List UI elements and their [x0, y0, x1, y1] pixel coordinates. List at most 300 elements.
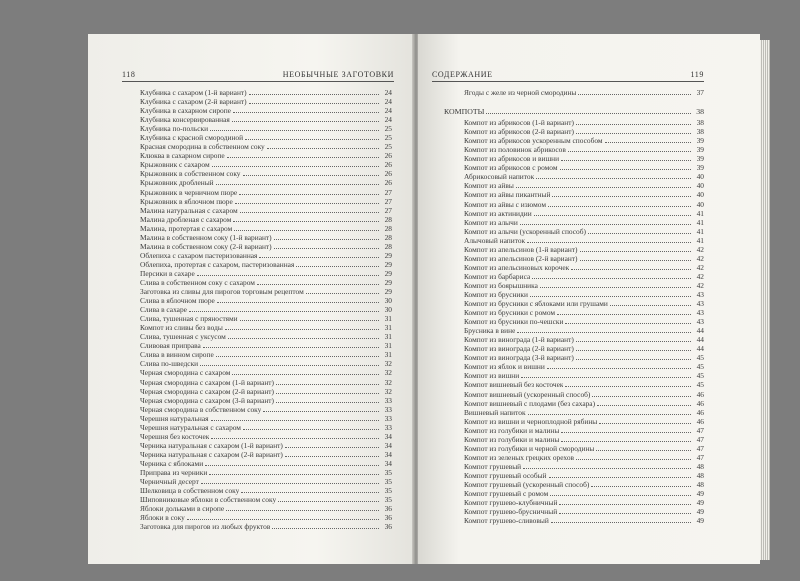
toc-leader-dots: [591, 486, 691, 487]
toc-entry-title: Черника натуральная с сахаром (2-й вариант): [140, 449, 283, 459]
toc-entry: [140, 124, 392, 133]
toc-entry: [454, 444, 704, 453]
toc-entry-title: Черная смородина с сахаром: [140, 368, 231, 378]
toc-entry: [140, 323, 392, 332]
toc-entry: [140, 405, 392, 414]
toc-leader-dots: [565, 323, 691, 324]
toc-leader-dots: [547, 368, 691, 369]
toc-leader-dots: [226, 510, 379, 511]
toc-entry: [140, 169, 392, 178]
toc-entry-page: 41: [696, 217, 704, 227]
toc-entry: [140, 486, 392, 495]
toc-entry-page: 42: [696, 262, 704, 272]
toc-leader-dots: [578, 94, 691, 95]
toc-entry-title: Слива в яблочном пюре: [140, 296, 215, 306]
toc-leader-dots: [528, 414, 691, 415]
toc-entry-page: 25: [384, 133, 392, 143]
toc-leader-dots: [576, 133, 691, 134]
toc-leader-dots: [576, 359, 691, 360]
toc-entry-page: 37: [696, 88, 704, 97]
toc-entry: [140, 341, 392, 350]
toc-entry-page: 46: [696, 407, 704, 417]
toc-entry-page: 42: [696, 280, 704, 290]
toc-entry-page: 33: [384, 404, 392, 414]
toc-entry: [454, 516, 704, 525]
toc-entry: [140, 441, 392, 450]
toc-entry-title: Компот из апельсинов (1-й вариант): [464, 244, 578, 254]
toc-entry-page: 40: [696, 190, 704, 200]
toc-entry-title: Компот вишневый (ускоренный способ): [464, 389, 591, 399]
toc-entry-page: 49: [696, 489, 704, 499]
toc-entry-title: Облепиха с сахаром пастеризованная: [140, 250, 258, 260]
toc-entry-title: Приправа из черники: [140, 467, 208, 477]
toc-entry-title: Черешня натуральная: [140, 413, 209, 423]
toc-entry: [454, 190, 704, 199]
toc-entry-title: Яблоки дольками в сиропе: [140, 504, 225, 514]
toc-entry-page: 30: [384, 305, 392, 315]
toc-entry: [454, 200, 704, 209]
toc-entry-title: Черничный десерт: [140, 477, 199, 487]
toc-entry-title: Компот грушевый особый: [464, 470, 547, 480]
toc-entry: [454, 353, 704, 362]
toc-entry: [454, 399, 704, 408]
toc-entry-page: 40: [696, 199, 704, 209]
toc-entry-page: 24: [384, 115, 392, 125]
toc-entry-title: Компот грушевый: [464, 461, 522, 471]
toc-entry-title: Крыжовник дробленый: [140, 178, 214, 188]
toc-leader-dots: [596, 450, 691, 451]
toc-entry: [454, 227, 704, 236]
toc-leader-dots: [523, 468, 691, 469]
left-header-title: НЕОБЫЧНЫЕ ЗАГОТОВКИ: [282, 70, 394, 79]
toc-entry: [140, 513, 392, 522]
toc-entry: [454, 480, 704, 489]
toc-entry-page: 45: [696, 371, 704, 381]
toc-entry: [454, 272, 704, 281]
toc-entry: [454, 507, 704, 516]
right-page-number: 119: [690, 70, 704, 79]
toc-leader-dots: [240, 212, 379, 213]
toc-entry: [140, 224, 392, 233]
page-edges: [760, 40, 770, 560]
toc-entry-title: Компот из апельсинов (2-й вариант): [464, 253, 578, 263]
toc-entry: [140, 115, 392, 124]
toc-leader-dots: [272, 528, 379, 529]
toc-entry-page: 34: [384, 440, 392, 450]
toc-entry-page: 41: [696, 235, 704, 245]
toc-entry-page: 27: [384, 187, 392, 197]
toc-entry-page: 32: [384, 386, 392, 396]
toc-entry: [454, 308, 704, 317]
toc-entry-page: 46: [696, 398, 704, 408]
toc-entry-page: 43: [696, 299, 704, 309]
toc-leader-dots: [216, 356, 379, 357]
toc-leader-dots: [243, 175, 379, 176]
toc-entry: [140, 314, 392, 323]
toc-entry: [454, 127, 704, 136]
toc-entry-title: Компот из голубики и малины: [464, 434, 560, 444]
toc-entry-page: 35: [384, 495, 392, 505]
toc-leader-dots: [234, 230, 379, 231]
toc-leader-dots: [549, 477, 691, 478]
toc-entry-page: 25: [384, 124, 392, 134]
toc-entry-page: 31: [384, 341, 392, 351]
toc-leader-dots: [245, 139, 379, 140]
toc-entry: [140, 305, 392, 314]
toc-entry: [140, 215, 392, 224]
toc-entry: [454, 335, 704, 344]
toc-entry-title: Слива в винном сиропе: [140, 350, 214, 360]
toc-entry-page: 27: [384, 205, 392, 215]
toc-entry-page: 31: [384, 314, 392, 324]
toc-entry: [140, 477, 392, 486]
toc-entry-title: Компот из голубики и черной смородины: [464, 443, 595, 453]
toc-entry: [140, 251, 392, 260]
toc-leader-dots: [557, 314, 691, 315]
left-page: [88, 34, 414, 564]
right-toc-list: [444, 88, 704, 526]
left-toc-list: [140, 88, 392, 531]
toc-leader-dots: [263, 411, 379, 412]
toc-entry-page: 48: [696, 470, 704, 480]
left-page-number: 118: [122, 70, 136, 79]
toc-entry-page: 41: [696, 208, 704, 218]
toc-entry-title: Клубника с сахаром (1-й вариант): [140, 88, 247, 97]
toc-leader-dots: [212, 166, 379, 167]
toc-entry-title: Черная смородина в собственном соку: [140, 404, 262, 414]
toc-entry-page: 28: [384, 214, 392, 224]
toc-entry-title: Крыжовник в собственном соку: [140, 169, 241, 179]
toc-entry: [140, 368, 392, 377]
toc-leader-dots: [296, 266, 379, 267]
toc-leader-dots: [225, 329, 379, 330]
toc-leader-dots: [559, 504, 691, 505]
toc-entry-title: Черника натуральная с сахаром (1-й вариант): [140, 440, 283, 450]
toc-entry: [454, 218, 704, 227]
toc-entry-page: 26: [384, 151, 392, 161]
toc-entry-title: Компот грушево-сливовый: [464, 516, 549, 526]
toc-entry-title: Компот из брусники с ромом: [464, 308, 556, 318]
toc-leader-dots: [580, 260, 691, 261]
toc-entry: [140, 468, 392, 477]
toc-entry: [140, 269, 392, 278]
toc-leader-dots: [534, 215, 691, 216]
toc-entry: [140, 151, 392, 160]
toc-entry-page: 35: [384, 467, 392, 477]
toc-leader-dots: [241, 492, 379, 493]
toc-leader-dots: [527, 242, 691, 243]
toc-entry-page: 26: [384, 169, 392, 179]
toc-leader-dots: [233, 112, 379, 113]
toc-entry-title: Компот из боярышника: [464, 280, 538, 290]
toc-entry: [454, 371, 704, 380]
toc-leader-dots: [267, 148, 379, 149]
toc-leader-dots: [189, 311, 379, 312]
toc-entry: [454, 163, 704, 172]
toc-entry-page: 33: [384, 395, 392, 405]
toc-entry-title: Компот из абрикосов ускоренным способом: [464, 136, 603, 146]
toc-entry-title: Компот из вишни: [464, 371, 520, 381]
toc-entry-page: 26: [384, 178, 392, 188]
toc-entry: [140, 106, 392, 115]
toc-entry-title: Компот из голубики и малины: [464, 425, 560, 435]
toc-entry-title: Слива, тушенная с уксусом: [140, 332, 226, 342]
toc-leader-dots: [257, 284, 379, 285]
toc-entry-title: Малина дробленая с сахаром: [140, 214, 232, 224]
toc-leader-dots: [576, 124, 691, 125]
toc-entry-page: 36: [384, 522, 392, 532]
toc-entry: [140, 278, 392, 287]
toc-entry: [140, 233, 392, 242]
toc-leader-dots: [203, 347, 379, 348]
toc-entry: [454, 453, 704, 462]
toc-entry-title: Компот грушевый с ромом: [464, 489, 549, 499]
toc-entry: [140, 332, 392, 341]
toc-leader-dots: [592, 396, 691, 397]
toc-entry: [454, 426, 704, 435]
toc-leader-dots: [232, 374, 379, 375]
toc-entry-title: Компот из винограда (3-й вариант): [464, 353, 574, 363]
toc-entry: [140, 459, 392, 468]
toc-entry-page: 28: [384, 232, 392, 242]
toc-entry: [140, 287, 392, 296]
toc-leader-dots: [235, 203, 379, 204]
toc-entry-title: Слива по-шведски: [140, 359, 199, 369]
toc-entry: [140, 350, 392, 359]
toc-leader-dots: [276, 384, 379, 385]
toc-entry-page: 47: [696, 443, 704, 453]
toc-entry-page: 33: [384, 422, 392, 432]
toc-entry-page: 44: [696, 344, 704, 354]
toc-leader-dots: [232, 121, 379, 122]
toc-entry-page: 29: [384, 259, 392, 269]
toc-entry: [454, 380, 704, 389]
toc-entry: [140, 396, 392, 405]
toc-entry: [140, 495, 392, 504]
toc-entry-title: Клубника по-польски: [140, 124, 209, 134]
toc-entry: [140, 450, 392, 459]
toc-leader-dots: [560, 169, 691, 170]
toc-entry-page: 33: [384, 413, 392, 423]
toc-entry-page: 42: [696, 271, 704, 281]
toc-leader-dots: [239, 194, 379, 195]
toc-entry-title: Компот из брусники: [464, 289, 528, 299]
toc-leader-dots: [285, 447, 379, 448]
toc-leader-dots: [200, 365, 379, 366]
toc-entry: [454, 362, 704, 371]
toc-entry: [140, 522, 392, 531]
toc-leader-dots: [486, 113, 691, 114]
toc-entry-page: 29: [384, 268, 392, 278]
toc-entry-title: Сливовая приправа: [140, 341, 201, 351]
toc-entry-page: 39: [696, 163, 704, 173]
toc-entry: [140, 432, 392, 441]
toc-entry: [140, 359, 392, 368]
toc-leader-dots: [605, 142, 691, 143]
toc-leader-dots: [285, 456, 379, 457]
toc-leader-dots: [197, 275, 379, 276]
toc-entry-page: 45: [696, 362, 704, 372]
toc-entry: [140, 142, 392, 151]
toc-leader-dots: [568, 151, 691, 152]
toc-entry-title: Компот из яблок и вишни: [464, 362, 545, 372]
toc-entry-title: Клубника консервированная: [140, 115, 230, 125]
toc-leader-dots: [240, 320, 379, 321]
toc-entry-title: Персики в сахаре: [140, 268, 195, 278]
toc-entry: [140, 197, 392, 206]
toc-entry-title: Компот из айвы с изюмом: [464, 199, 547, 209]
toc-entry-page: 32: [384, 368, 392, 378]
toc-leader-dots: [517, 332, 691, 333]
toc-entry-page: 48: [696, 479, 704, 489]
toc-leader-dots: [530, 296, 691, 297]
toc-entry-page: 27: [384, 196, 392, 206]
left-running-head: [122, 70, 394, 82]
toc-leader-dots: [211, 438, 379, 439]
toc-leader-dots: [259, 257, 379, 258]
toc-leader-dots: [187, 519, 379, 520]
toc-entry: [454, 88, 704, 97]
toc-entry-page: 28: [384, 241, 392, 251]
toc-leader-dots: [209, 474, 379, 475]
toc-leader-dots: [276, 393, 379, 394]
toc-entry-title: Клюква в сахарном сиропе: [140, 151, 225, 161]
toc-entry: [454, 408, 704, 417]
toc-entry: [454, 236, 704, 245]
toc-entry-title: Компот из апельсиновых корочек: [464, 262, 570, 272]
toc-entry-title: Клубника в сахарном сиропе: [140, 106, 231, 116]
toc-entry-title: Компот из алычи (ускоренный способ): [464, 226, 586, 236]
toc-entry-title: Компот из айвы пикантный: [464, 190, 551, 200]
toc-entry-title: Черная смородина с сахаром (1-й вариант): [140, 377, 274, 387]
toc-entry: [140, 242, 392, 251]
toc-leader-dots: [599, 423, 691, 424]
toc-entry-title: Компот из брусники с яблоками или грушами: [464, 299, 608, 309]
toc-entry-title: Компот из актинидии: [464, 208, 532, 218]
toc-entry: [454, 245, 704, 254]
toc-entry: [454, 136, 704, 145]
toc-leader-dots: [306, 293, 379, 294]
toc-entry-page: 47: [696, 452, 704, 462]
toc-entry-title: Заготовка для пирогов из любых фруктов: [140, 522, 271, 532]
toc-entry: [454, 390, 704, 399]
toc-entry-page: 29: [384, 277, 392, 287]
toc-entry-title: Шелковица в собственном соку: [140, 486, 240, 496]
toc-entry: [454, 489, 704, 498]
toc-leader-dots: [571, 269, 691, 270]
toc-entry-page: 29: [384, 287, 392, 297]
toc-entry: [454, 209, 704, 218]
toc-entry: [140, 414, 392, 423]
toc-entry-title: Клубника с сахаром (2-й вариант): [140, 97, 247, 107]
toc-entry: [454, 281, 704, 290]
toc-entry-page: 26: [384, 160, 392, 170]
toc-leader-dots: [561, 160, 691, 161]
toc-entry-title: Компот из абрикосов и вишни: [464, 154, 560, 164]
toc-entry-page: 34: [384, 458, 392, 468]
toc-leader-dots: [536, 178, 691, 179]
toc-entry-page: 44: [696, 326, 704, 336]
toc-entry: [140, 188, 392, 197]
toc-entry-title: Шиповниковые яблоки в собственном соку: [140, 495, 277, 505]
right-running-head: [432, 70, 704, 82]
toc-entry: [454, 317, 704, 326]
toc-leader-dots: [597, 405, 691, 406]
toc-entry: [454, 118, 704, 127]
toc-entry-title: Заготовка из сливы для пирогов торговым рецептом: [140, 287, 304, 297]
toc-leader-dots: [233, 221, 379, 222]
toc-entry-title: Компот из алычи: [464, 217, 518, 227]
toc-entry-title: Компот грушевый (ускоренный способ): [464, 479, 590, 489]
toc-leader-dots: [216, 184, 379, 185]
toc-entry: [454, 263, 704, 272]
toc-entry-page: 46: [696, 389, 704, 399]
toc-entry-title: Компот из половинок абрикосов: [464, 145, 566, 155]
toc-leader-dots: [249, 103, 379, 104]
toc-entry-title: Слива, тушенная с пряностями: [140, 314, 238, 324]
toc-leader-dots: [561, 432, 691, 433]
toc-leader-dots: [565, 386, 691, 387]
toc-leader-dots: [217, 302, 379, 303]
toc-entry-page: 35: [384, 486, 392, 496]
toc-entry-title: Красная смородина в собственном соку: [140, 142, 265, 152]
toc-entry-page: 38: [696, 107, 704, 117]
toc-entry-page: 25: [384, 142, 392, 152]
toc-entry-title: Черешня натуральная с сахаром: [140, 422, 241, 432]
toc-entry: [140, 504, 392, 513]
toc-spacer: [454, 97, 704, 103]
toc-entry-title: Слива в собственном соку с сахаром: [140, 277, 255, 287]
toc-entry: [454, 471, 704, 480]
toc-entry-title: Вишневый напиток: [464, 407, 526, 417]
toc-entry-page: 46: [696, 416, 704, 426]
toc-leader-dots: [211, 420, 379, 421]
toc-entry-page: 44: [696, 335, 704, 345]
toc-entry-page: 39: [696, 154, 704, 164]
toc-entry-page: 49: [696, 498, 704, 508]
toc-entry-title: Яблоки в соку: [140, 513, 185, 523]
toc-entry-title: Брусника в вине: [464, 326, 516, 336]
toc-entry: [140, 178, 392, 187]
toc-leader-dots: [201, 483, 379, 484]
toc-leader-dots: [610, 305, 691, 306]
toc-leader-dots: [274, 239, 379, 240]
toc-leader-dots: [276, 402, 379, 403]
toc-entry-page: 47: [696, 434, 704, 444]
toc-entry: [454, 254, 704, 263]
toc-entry-title: Черника с яблоками: [140, 458, 204, 468]
toc-entry-title: Компот из абрикосов с ромом: [464, 163, 558, 173]
toc-leader-dots: [580, 251, 691, 252]
toc-leader-dots: [561, 441, 691, 442]
toc-entry-page: 34: [384, 431, 392, 441]
toc-entry-page: 41: [696, 226, 704, 236]
toc-entry-title: Черная смородина с сахаром (2-й вариант): [140, 386, 274, 396]
toc-leader-dots: [243, 429, 379, 430]
toc-entry-title: Крыжовник в черничном пюре: [140, 187, 238, 197]
toc-entry: [454, 154, 704, 163]
toc-leader-dots: [576, 459, 691, 460]
toc-entry: [454, 145, 704, 154]
toc-entry-title: Компот из винограда (1-й вариант): [464, 335, 574, 345]
toc-entry-page: 39: [696, 136, 704, 146]
toc-entry: [454, 462, 704, 471]
toc-entry-page: 32: [384, 359, 392, 369]
toc-entry-title: Абрикосовый напиток: [464, 172, 535, 182]
toc-entry-page: 43: [696, 317, 704, 327]
toc-entry-page: 48: [696, 461, 704, 471]
toc-entry-title: Клубника с красной смородиной: [140, 133, 244, 143]
